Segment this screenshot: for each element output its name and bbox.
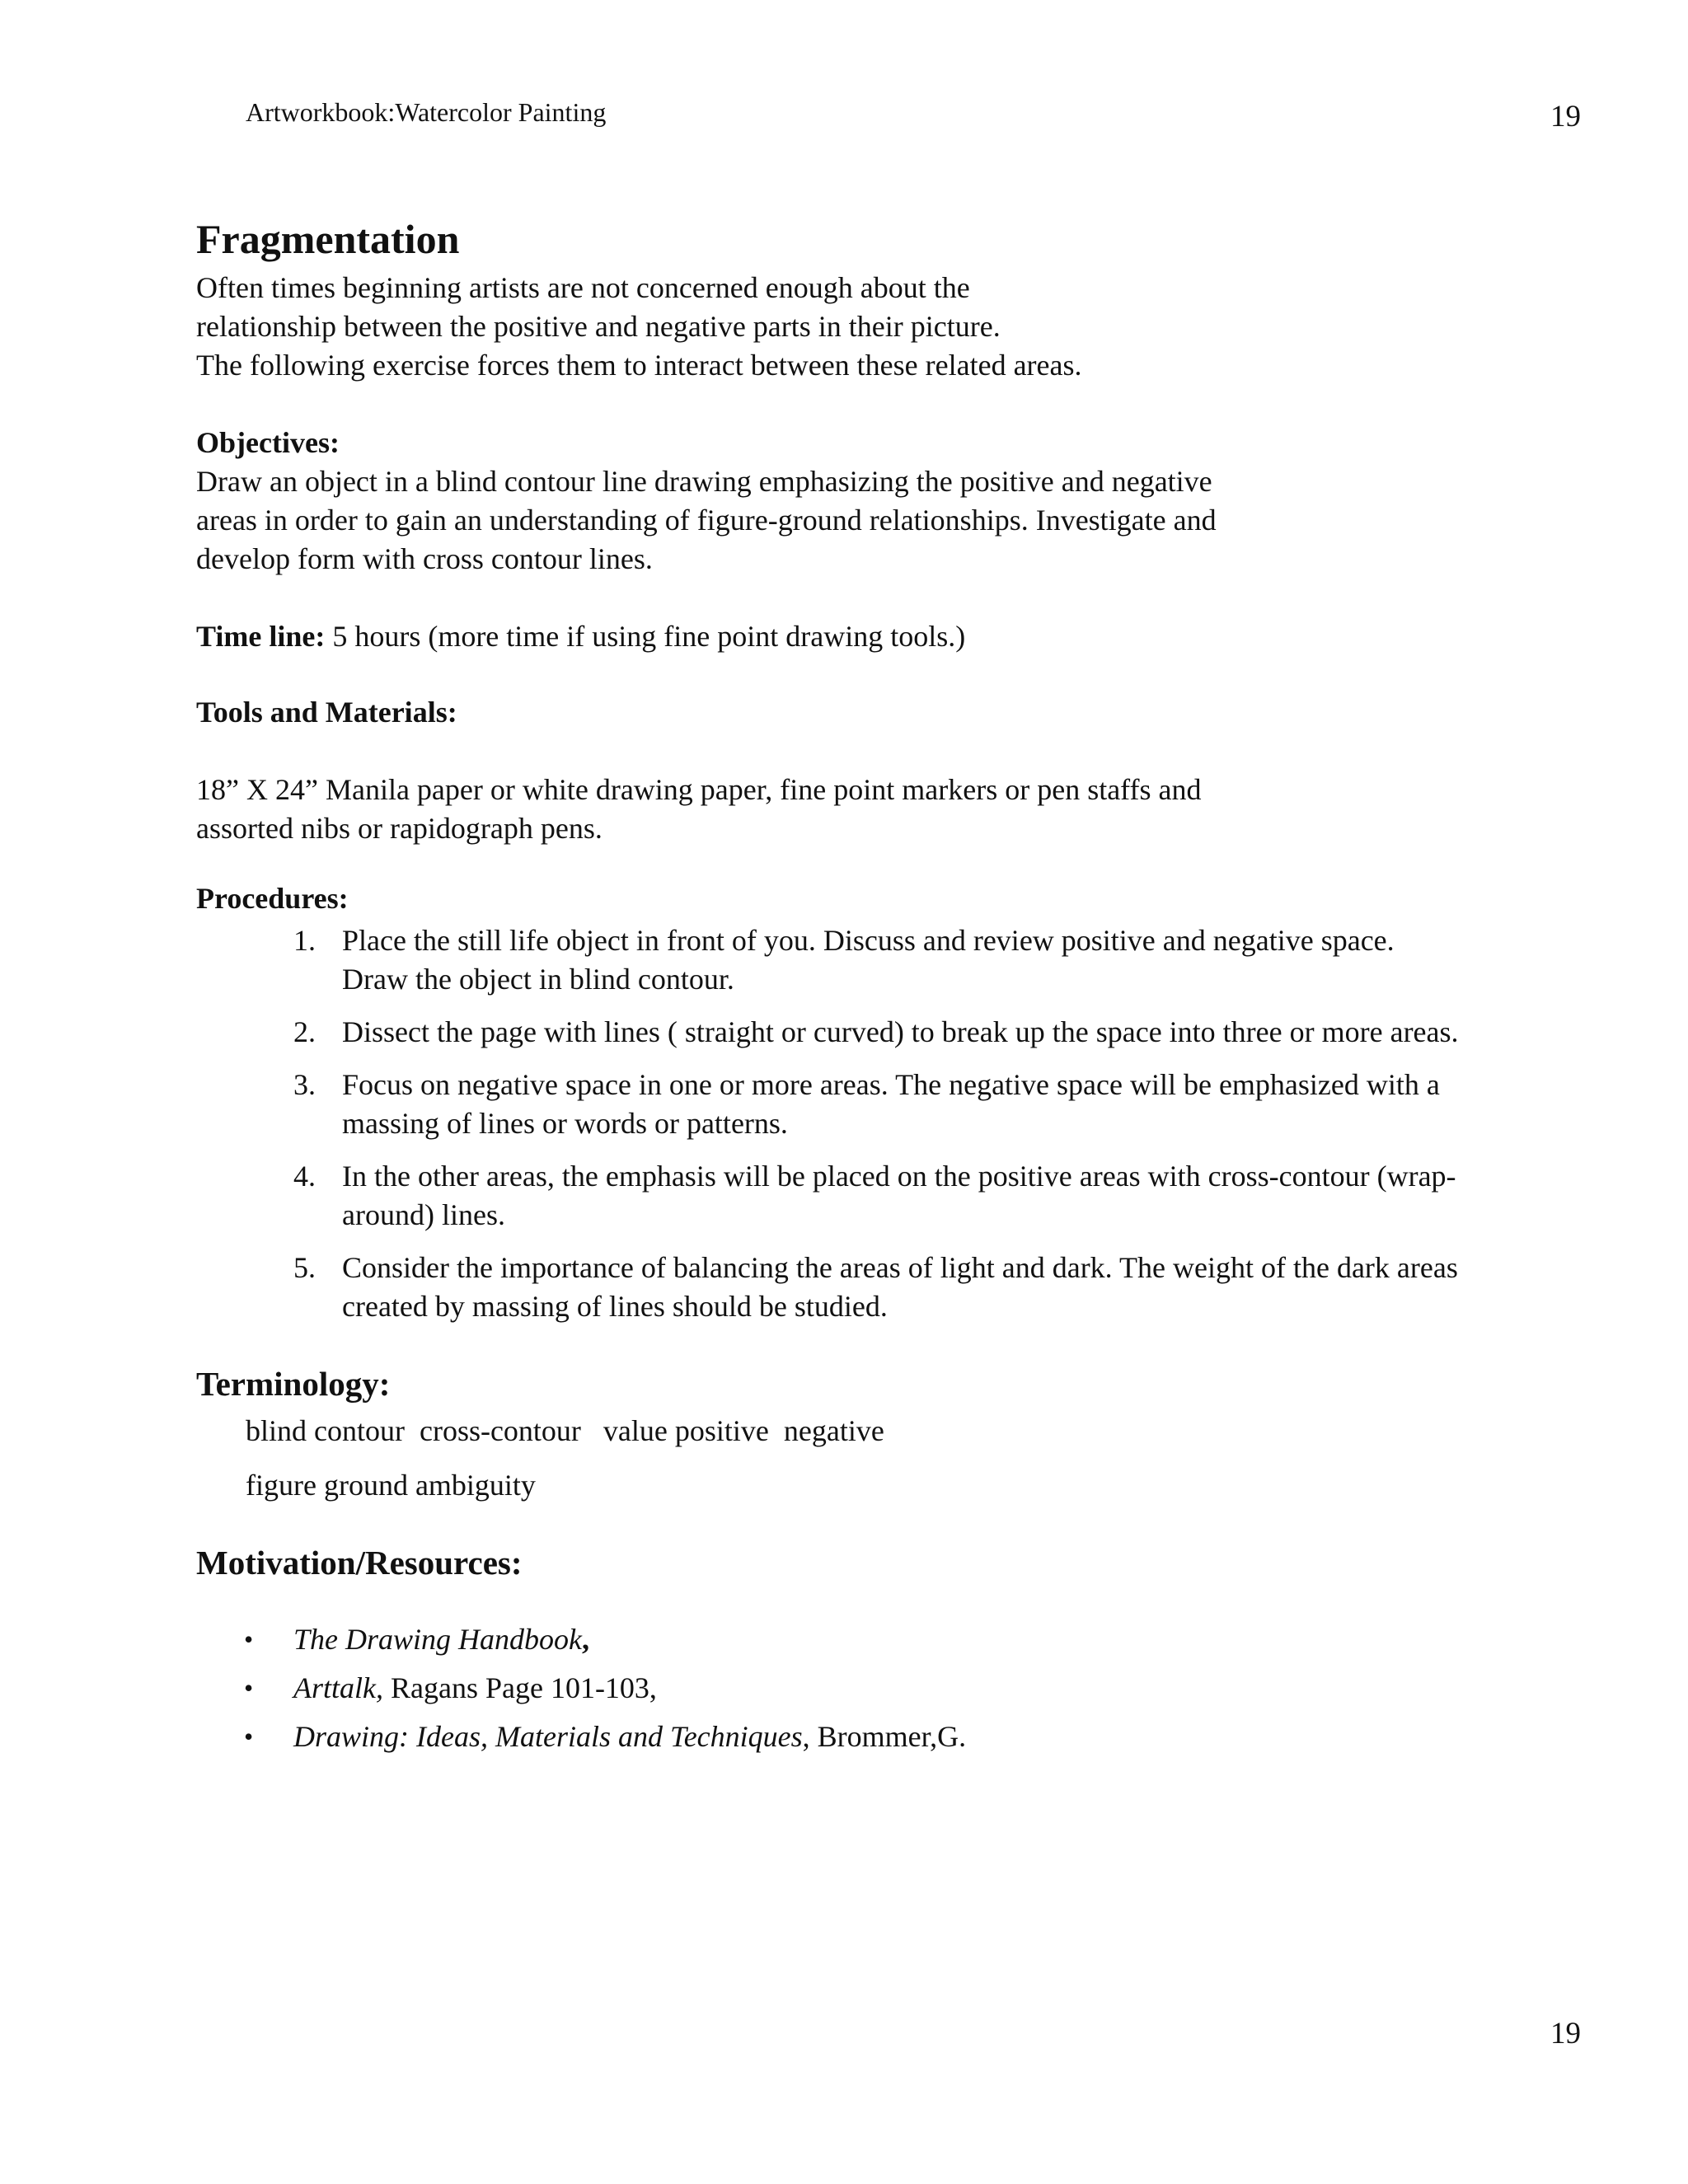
resource-detail: Ragans Page 101-103,	[382, 1671, 657, 1704]
terms-line: figure ground ambiguity	[246, 1469, 536, 1502]
intro-line: Often times beginning artists are not concerned enough about the	[196, 271, 970, 304]
terminology-terms	[196, 1412, 1597, 1505]
step-number: 4.	[293, 1160, 316, 1193]
materials-paragraph	[196, 771, 1597, 848]
resource-item	[196, 1718, 1597, 1756]
resource-item	[196, 1669, 1597, 1708]
resource-title: Arttalk,	[293, 1671, 383, 1704]
resource-title: Drawing: Ideas, Materials and Techniques	[293, 1720, 803, 1753]
page-content	[196, 213, 1597, 1766]
materials-line: 18” X 24” Manila paper or white drawing paper, fine point markers or pen staffs and	[196, 773, 1202, 806]
resource-title: The Drawing Handbook	[293, 1623, 582, 1656]
motivation-heading: Motivation/Resources:	[196, 1544, 523, 1582]
procedure-step	[196, 921, 1597, 999]
objectives-heading: Objectives:	[196, 426, 340, 459]
running-header: Artworkbook:Watercolor Painting	[246, 97, 607, 127]
resource-punct: ,	[582, 1623, 589, 1656]
step-line: In the other areas, the emphasis will be placed on the positive areas with cross-contour (wrap-	[342, 1160, 1456, 1193]
objectives-paragraph	[196, 462, 1597, 579]
objectives-line: Draw an object in a blind contour line drawing emphasizing the positive and negative	[196, 465, 1212, 498]
resource-item	[196, 1620, 1597, 1659]
intro-line: The following exercise forces them to interact between these related areas.	[196, 349, 1082, 382]
step-number: 1.	[293, 924, 316, 957]
step-line: created by massing of lines should be studied.	[342, 1290, 888, 1323]
resources-list	[196, 1620, 1597, 1756]
terms-line: blind contour cross-contour value positive negative	[246, 1414, 884, 1447]
step-line: massing of lines or words or patterns.	[342, 1107, 788, 1140]
procedures-heading: Procedures:	[196, 882, 349, 915]
resource-detail: , Brommer,G.	[802, 1720, 967, 1753]
terminology-heading: Terminology:	[196, 1365, 391, 1403]
materials-line: assorted nibs or rapidograph pens.	[196, 812, 603, 845]
page-title: Fragmentation	[196, 216, 460, 262]
intro-paragraph	[196, 269, 1597, 385]
timeline-value: 5 hours (more time if using fine point drawing tools.)	[325, 620, 966, 653]
step-line: Draw the object in blind contour.	[342, 963, 734, 996]
step-line: Place the still life object in front of you. Discuss and review positive and negative space.	[342, 924, 1395, 957]
bullet-icon: •	[244, 1722, 254, 1751]
bullet-icon: •	[244, 1624, 254, 1654]
step-number: 2.	[293, 1015, 316, 1048]
tools-heading: Tools and Materials:	[196, 696, 457, 729]
step-number: 5.	[293, 1251, 316, 1284]
timeline-paragraph	[196, 617, 1597, 656]
procedure-step	[196, 1157, 1597, 1235]
page-number-top: 19	[1550, 100, 1581, 134]
step-line: Consider the importance of balancing the areas of light and dark. The weight of the dark areas	[342, 1251, 1458, 1284]
bullet-icon: •	[244, 1673, 254, 1703]
objectives-line: areas in order to gain an understanding of figure-ground relationships. Investigate and	[196, 504, 1217, 537]
procedures-list	[196, 921, 1597, 1326]
procedure-step	[196, 1013, 1597, 1052]
procedure-step	[196, 1249, 1597, 1326]
timeline-label: Time line:	[196, 620, 326, 653]
step-number: 3.	[293, 1068, 316, 1101]
page-number-bottom: 19	[1550, 2017, 1581, 2050]
step-line: Focus on negative space in one or more areas. The negative space will be emphasized with a	[342, 1068, 1440, 1101]
intro-line: relationship between the positive and negative parts in their picture.	[196, 310, 1001, 343]
step-line: Dissect the page with lines ( straight or curved) to break up the space into three or more areas.	[342, 1015, 1459, 1048]
procedure-step	[196, 1066, 1597, 1143]
objectives-line: develop form with cross contour lines.	[196, 542, 653, 575]
step-line: around) lines.	[342, 1198, 505, 1231]
